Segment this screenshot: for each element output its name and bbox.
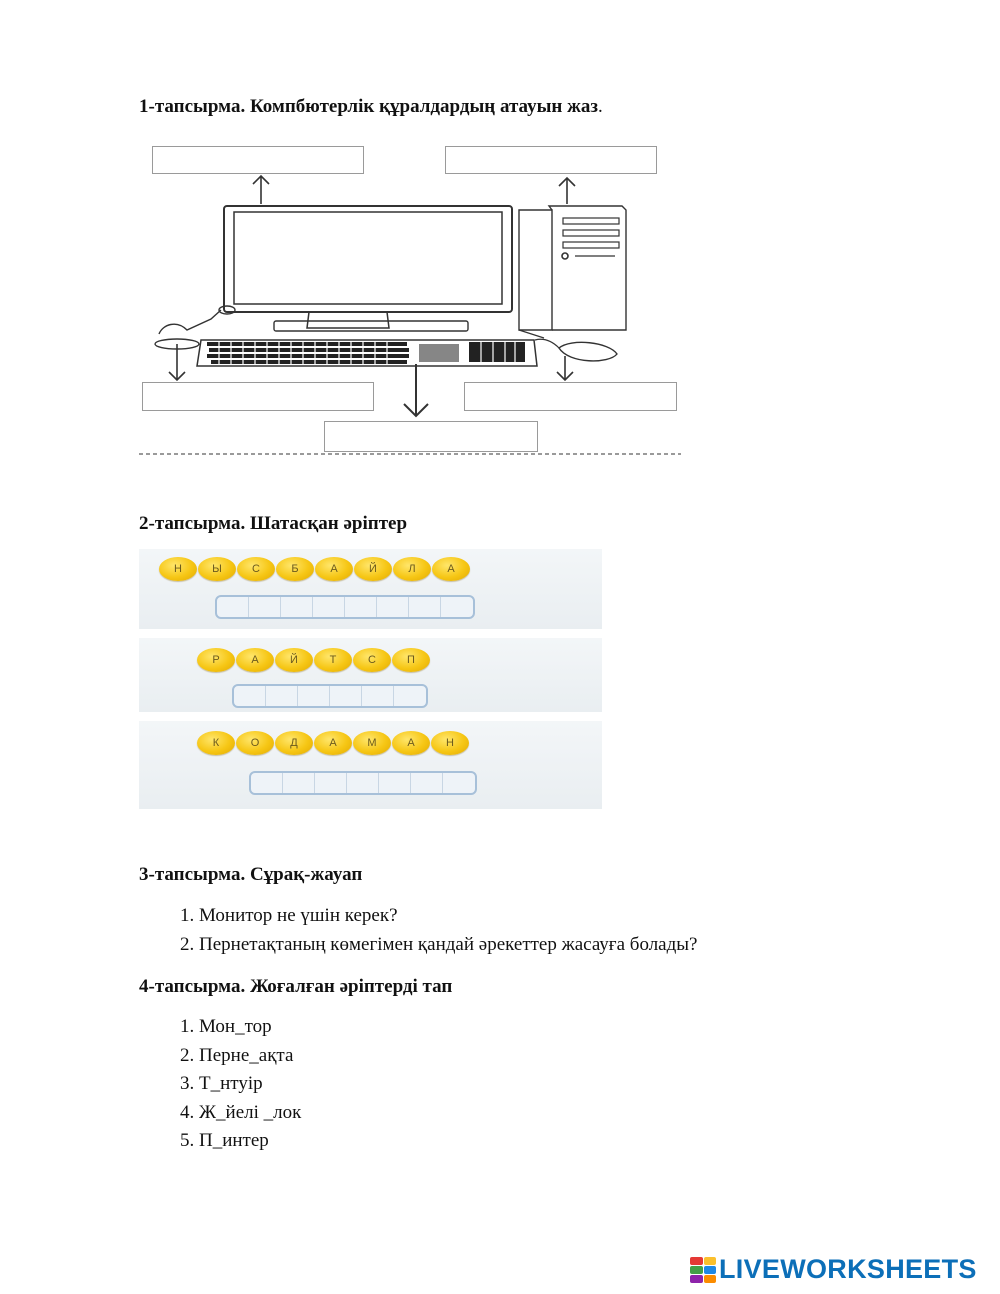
- missing-letters-list: [165, 1013, 301, 1156]
- monitor-body: [224, 206, 512, 312]
- letter-coin: О: [236, 731, 274, 755]
- letter-coin: А: [392, 731, 430, 755]
- answer-box-mouse[interactable]: [464, 382, 677, 411]
- letter-coin: Б: [276, 557, 314, 581]
- answer-box-microphone[interactable]: [142, 382, 374, 411]
- microphone: [159, 310, 221, 334]
- letter-coin: А: [236, 648, 274, 672]
- missing-letter-item: 5. П_интер: [199, 1127, 301, 1156]
- scrambled-word-puzzle: [139, 638, 602, 712]
- letter-coin: А: [314, 731, 352, 755]
- letter-coin: Й: [354, 557, 392, 581]
- brand-mark-tile: [704, 1257, 717, 1265]
- question-item: 2. Пернетақтаның көмегімен қандай әрекеттер жасауға болады?: [199, 931, 697, 960]
- computer-diagram: [139, 134, 681, 460]
- letter-coin: С: [237, 557, 275, 581]
- liveworksheets-logo: [690, 1254, 977, 1285]
- answer-slots[interactable]: [215, 595, 475, 619]
- mouse: [559, 342, 617, 361]
- task3-heading: 3-тапсырма. Сұрақ-жауап: [139, 864, 363, 885]
- letter-coin: Н: [431, 731, 469, 755]
- computer-illustration: [139, 134, 681, 460]
- brand-mark-tile: [704, 1275, 717, 1283]
- letter-coins: [197, 731, 470, 755]
- task1-heading-text: 1-тапсырма. Компбютерлік құралдардың атауын жаз: [139, 96, 599, 117]
- task1-heading-end: .: [598, 96, 603, 117]
- missing-letter-item: 1. Мон_тор: [199, 1013, 301, 1042]
- brand-mark-icon: [690, 1257, 716, 1283]
- letter-coin: Ы: [198, 557, 236, 581]
- answer-box-system-unit[interactable]: [445, 146, 657, 174]
- brand-name: LIVEWORKSHEETS: [719, 1254, 977, 1284]
- letter-coin: М: [353, 731, 391, 755]
- answer-slots[interactable]: [249, 771, 477, 795]
- letter-coins: [197, 648, 431, 672]
- letter-coin: Д: [275, 731, 313, 755]
- brand-mark-tile: [690, 1266, 703, 1274]
- letter-coin: Т: [314, 648, 352, 672]
- answer-box-keyboard[interactable]: [324, 421, 538, 452]
- letter-coin: Н: [159, 557, 197, 581]
- letter-coin: К: [197, 731, 235, 755]
- missing-letter-item: 2. Перне_ақта: [199, 1042, 301, 1071]
- brand-mark-tile: [704, 1266, 717, 1274]
- task1-heading: [139, 96, 603, 118]
- letter-coin: А: [432, 557, 470, 581]
- missing-letter-item: 4. Ж_йелі _лок: [199, 1099, 301, 1128]
- answer-slots[interactable]: [232, 684, 428, 708]
- scrambled-word-puzzle: [139, 721, 602, 809]
- brand-mark-tile: [690, 1275, 703, 1283]
- letter-coin: Р: [197, 648, 235, 672]
- task2-heading: 2-тапсырма. Шатасқан әріптер: [139, 513, 408, 534]
- answer-box-monitor[interactable]: [152, 146, 364, 174]
- question-item: 1. Монитор не үшін керек?: [199, 902, 697, 931]
- letter-coin: Й: [275, 648, 313, 672]
- scrambled-word-puzzle: [139, 549, 602, 629]
- task4-heading: 4-тапсырма. Жоғалған әріптерді тап: [139, 976, 453, 997]
- brand-mark-tile: [690, 1257, 703, 1265]
- letter-coin: С: [353, 648, 391, 672]
- letter-coin: П: [392, 648, 430, 672]
- letter-coins: [159, 557, 471, 581]
- question-list: [165, 902, 697, 959]
- missing-letter-item: 3. Т_нтуір: [199, 1070, 301, 1099]
- letter-coin: Л: [393, 557, 431, 581]
- system-unit: [519, 210, 552, 330]
- letter-coin: А: [315, 557, 353, 581]
